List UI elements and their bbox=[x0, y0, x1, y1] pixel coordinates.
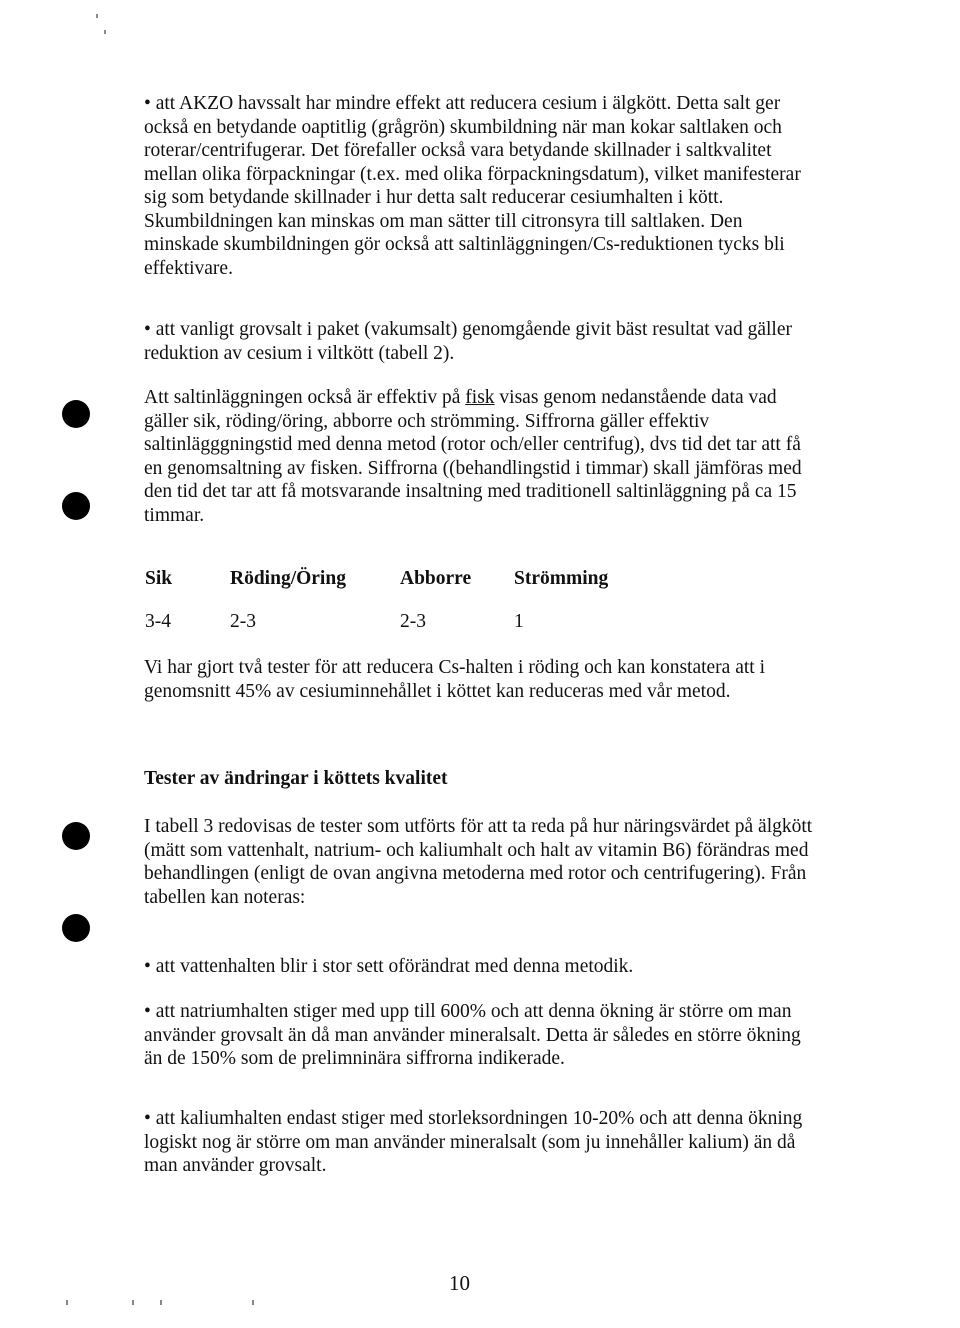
fish-paragraph-text: Att saltinläggningen också är effektiv på bbox=[144, 387, 466, 408]
table-cell-sik: 3-4 bbox=[145, 611, 171, 632]
table-cell-stromming: 1 bbox=[514, 611, 524, 632]
bullet-kaliumhalt: • att kaliumhalten endast stiger med storleksordningen 10-20% och att denna ökning logiskt nog är större om man använder mineralsalt (som ju innehåller kalium) än då man använder grovsalt. bbox=[144, 1108, 803, 1176]
table-cell-roding: 2-3 bbox=[230, 611, 256, 632]
punch-hole-icon bbox=[62, 492, 90, 520]
paragraph-roding-tests: Vi har gjort två tester för att reducera Cs-halten i röding och kan konstatera att i genomsnitt 45% av cesiuminnehållet i köttet kan reduceras med vår metod. bbox=[144, 657, 765, 702]
fish-underlined-word: fisk bbox=[465, 387, 495, 408]
table-header-stromming: Strömming bbox=[514, 568, 609, 589]
scan-speck bbox=[252, 1300, 254, 1305]
table-header-abborre: Abborre bbox=[400, 568, 472, 589]
punch-hole-icon bbox=[62, 822, 90, 850]
punch-hole-icon bbox=[62, 400, 90, 428]
punch-hole-icon bbox=[62, 914, 90, 942]
scan-speck bbox=[104, 30, 106, 34]
scan-speck bbox=[66, 1300, 68, 1305]
paragraph-fish-salting bbox=[144, 386, 820, 527]
table-header-roding: Röding/Öring bbox=[230, 568, 346, 589]
table-cell-abborre: 2-3 bbox=[400, 611, 426, 632]
scan-speck bbox=[132, 1300, 134, 1305]
paragraph-grovsalt: • att vanligt grovsalt i paket (vakumsalt) genomgående givit bäst resultat vad gäller reduktion av cesium i viltkött (tabell 2). bbox=[144, 319, 792, 364]
paragraph-akzo-salt: • att AKZO havssalt har mindre effekt att reducera cesium i älgkött. Detta salt ger också en betydande oaptitlig (grågrön) skumbildning när man kokar saltlaken och roterar/centrifugerar. Det förefaller också vara betydande skillnader i saltkvalitet mellan olika förpackningar (t.ex. med olika förpackningsdatum), vilket manifesterar sig som betydande skillnader i hur detta salt reducerar cesiumhalten i kött. Skumbildningen kan minskas om man sätter till citronsyra till saltlaken. Den minskade skumbildningen gör också att saltinläggningen/Cs-reduktionen tycks bli effektivare. bbox=[144, 93, 801, 279]
bullet-vattenhalt: • att vattenhalten blir i stor sett oförändrat med denna metodik. bbox=[144, 956, 634, 977]
paragraph-table3-intro: I tabell 3 redovisas de tester som utförts för att ta reda på hur näringsvärdet på älgkött (mätt som vattenhalt, natrium- och kaliumhalt och halt av vitamin B6) förändras med behandlingen (enligt de ovan angivna metoderna med rotor och centrifugering). Från tabellen kan noteras: bbox=[144, 816, 813, 908]
section-heading-quality: Tester av ändringar i köttets kvalitet bbox=[144, 768, 448, 789]
fish-paragraph-text: visas genom nedanstående data vad gäller sik, röding/öring, abborre och strömming. Siffrorna gäller effektiv saltinlägggningstid med denna metod (rotor och/eller centrifug), dvs tid det tar att få en genomsaltning av fisken. Siffrorna ((behandlingstid i timmar) skall jämföras med den tid det tar att få motsvarande insaltning med traditionell saltinläggning på ca 15 timmar. bbox=[144, 387, 802, 526]
scan-speck bbox=[96, 14, 98, 18]
page-number: 10 bbox=[449, 1271, 470, 1295]
scan-speck bbox=[160, 1300, 162, 1305]
bullet-natriumhalt: • att natriumhalten stiger med upp till 600% och att denna ökning är större om man använder grovsalt än då man använder mineralsalt. Detta är således en större ökning än de 150% som de prelimninära siffrorna indikerade. bbox=[144, 1001, 801, 1069]
table-header-sik: Sik bbox=[145, 568, 173, 589]
